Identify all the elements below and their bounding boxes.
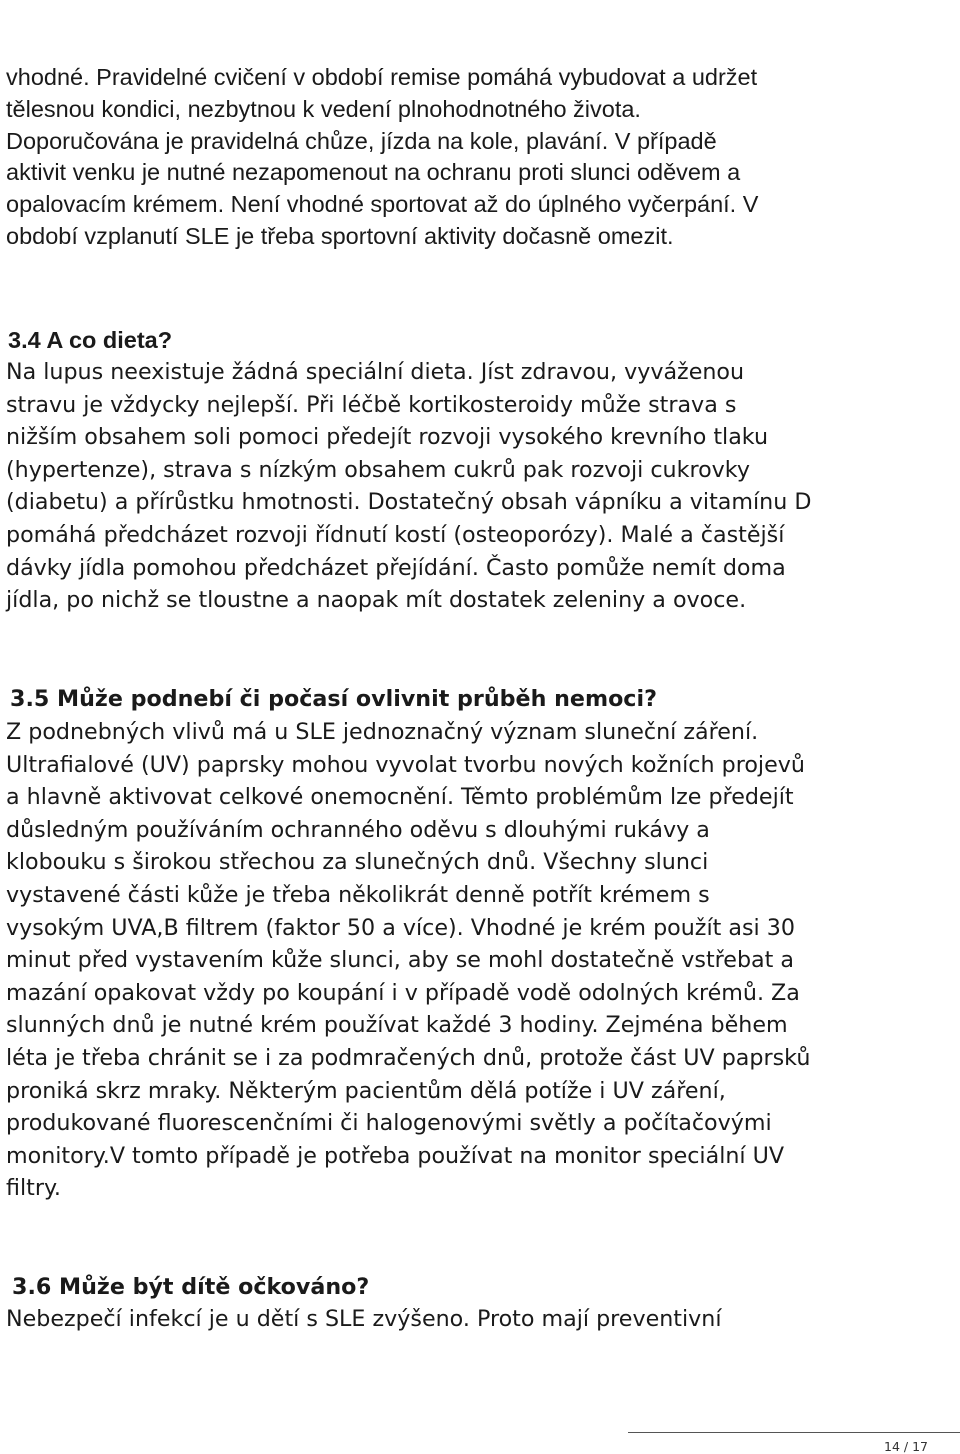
text-line: vhodné. Pravidelné cvičení v období remise pomáhá vybudovat a udržet [6,64,758,90]
text-line: vystavené části kůže je třeba několikrát denně potřít krémem s [6,881,710,908]
footer-divider [628,1432,960,1433]
text-line: Ultrafialové (UV) paprsky mohou vyvolat tvorbu nových kožních projevů [6,751,805,778]
text-line: (diabetu) a přírůstku hmotnosti. Dostatečný obsah vápníku a vitamínu D [6,489,812,516]
text-line: jídla, po nichž se tloustne a naopak mít dostatek zeleniny a ovoce. [6,587,747,614]
section-3-4-paragraph [6,356,956,617]
text-line: produkované fluorescenčními či halogenovými světly a počítačovými [6,1110,772,1137]
text-line: vysokým UVA,B filtrem (faktor 50 a více). Vhodné je krém použít asi 30 [6,914,795,941]
section-3-6-paragraph [6,1303,956,1336]
page-footer [0,1432,960,1454]
section-3-5-paragraph [6,716,956,1205]
text-line: a hlavně aktivovat celkové onemocnění. Těmto problémům lze předejít [6,784,794,811]
text-line: mazání opakovat vždy po koupání i v případě vodě odolných krémů. Za [6,979,800,1006]
text-line: proniká skrz mraky. Některým pacientům dělá potíže i UV záření, [6,1077,726,1104]
text-line: pomáhá předcházet rozvoji řídnutí kostí (osteoporózy). Malé a častější [6,521,785,548]
text-line: aktivit venku je nutné nezapomenout na ochranu proti slunci oděvem a [6,159,741,186]
section-heading-3-4: 3.4 A co dieta? [8,327,173,353]
text-line: stravu je vždycky nejlepší. Při léčbě kortikosteroidy může strava s [6,391,737,418]
text-line: tělesnou kondici, nezbytnou k vedení plnohodnotného života. [6,95,641,122]
section-heading-3-6: 3.6 Může být dítě očkováno? [12,1274,370,1300]
text-line: filtry. [6,1175,61,1202]
intro-paragraph [6,62,956,253]
text-line: Z podnebných vlivů má u SLE jednoznačný význam sluneční záření. [6,719,759,745]
text-line: dávky jídla pomohou předcházet přejídání. Často pomůže nemít doma [6,554,786,581]
text-line: Doporučována je pravidelná chůze, jízda na kole, plavání. V případě [6,127,717,154]
text-line: důsledným používáním ochranného oděvu s dlouhými rukávy a [6,816,710,843]
page-number: 14 / 17 [884,1439,928,1454]
text-line: monitory.V tomto případě je potřeba používat na monitor speciální UV [6,1142,785,1169]
text-line: Na lupus neexistuje žádná speciální dieta. Jíst zdravou, vyváženou [6,359,745,385]
text-line: léta je třeba chránit se i za podmračených dnů, protože část UV paprsků [6,1044,811,1071]
section-heading-3-5: 3.5 Může podnebí či počasí ovlivnit průběh nemoci? [10,686,657,712]
text-line: slunných dnů je nutné krém používat každé 3 hodiny. Zejména během [6,1012,788,1039]
text-line: minut před vystavením kůže slunci, aby se mohl dostatečně vstřebat a [6,947,794,974]
text-line: opalovacím krémem. Není vhodné sportovat až do úplného vyčerpání. V [6,191,759,218]
text-line: (hypertenze), strava s nízkým obsahem cukrů pak rozvoji cukrovky [6,456,750,483]
text-line: klobouku s širokou střechou za slunečných dnů. Všechny slunci [6,849,709,876]
text-line: období vzplanutí SLE je třeba sportovní aktivity dočasně omezit. [6,222,674,249]
text-line: Nebezpečí infekcí je u dětí s SLE zvýšeno. Proto mají preventivní [6,1306,722,1332]
text-line: nižším obsahem soli pomoci předejít rozvoji vysokého krevního tlaku [6,424,769,451]
